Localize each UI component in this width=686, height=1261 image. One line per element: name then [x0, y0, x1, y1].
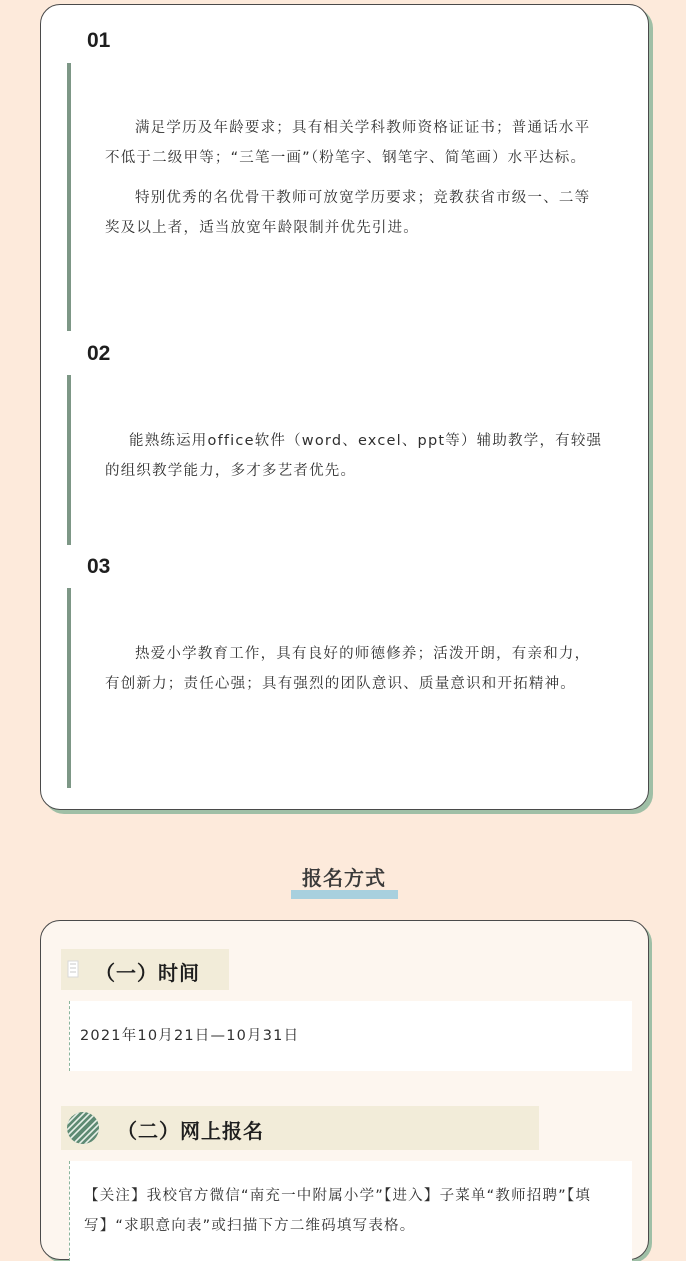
- section-title-underline: [291, 890, 398, 899]
- requirements-card: [40, 4, 649, 810]
- requirement-number-01: 01: [87, 29, 111, 52]
- accent-bar: [67, 375, 71, 545]
- section-title: 报名方式: [302, 866, 386, 890]
- time-header: [61, 949, 229, 990]
- accent-bar: [67, 63, 71, 331]
- time-value: 2021年10月21日—10月31日: [80, 1028, 300, 1044]
- requirement-number-03: 03: [87, 555, 111, 578]
- online-header: [61, 1106, 539, 1150]
- online-text: 【关注】我校官方微信“南充一中附属小学”【进入】子菜单“教师招聘”【填写】“求职意向表”或扫描下方二维码填写表格。: [84, 1188, 592, 1234]
- time-heading: （一）时间: [95, 961, 200, 985]
- requirement-text-02: [105, 426, 605, 486]
- requirement-paragraph: 能熟练运用office软件（word、excel、ppt等）辅助教学，有较强的组织教学能力，多才多艺者优先。: [105, 433, 603, 479]
- registration-card: [40, 920, 649, 1260]
- striped-circle-icon: [65, 1110, 101, 1146]
- requirement-paragraph: 热爱小学教育工作，具有良好的师德修养；活泼开朗，有亲和力，有创新力；责任心强；具有强烈的团队意识、质量意识和开拓精神。: [105, 646, 591, 692]
- requirement-paragraph: 特别优秀的名优骨干教师可放宽学历要求；竞教获省市级一、二等奖及以上者，适当放宽年龄限制并优先引进。: [105, 190, 591, 236]
- decor-icon: [67, 960, 79, 978]
- accent-bar: [67, 588, 71, 788]
- time-box: [69, 1001, 632, 1071]
- requirement-text-03: [105, 639, 605, 699]
- requirement-text-01: [105, 113, 605, 243]
- requirement-number-02: 02: [87, 342, 111, 365]
- requirement-paragraph: 满足学历及年龄要求；具有相关学科教师资格证证书；普通话水平不低于二级甲等；“三笔一画”（粉笔字、钢笔字、简笔画）水平达标。: [105, 120, 591, 166]
- online-heading: （二）网上报名: [117, 1119, 264, 1143]
- online-box: [69, 1161, 632, 1261]
